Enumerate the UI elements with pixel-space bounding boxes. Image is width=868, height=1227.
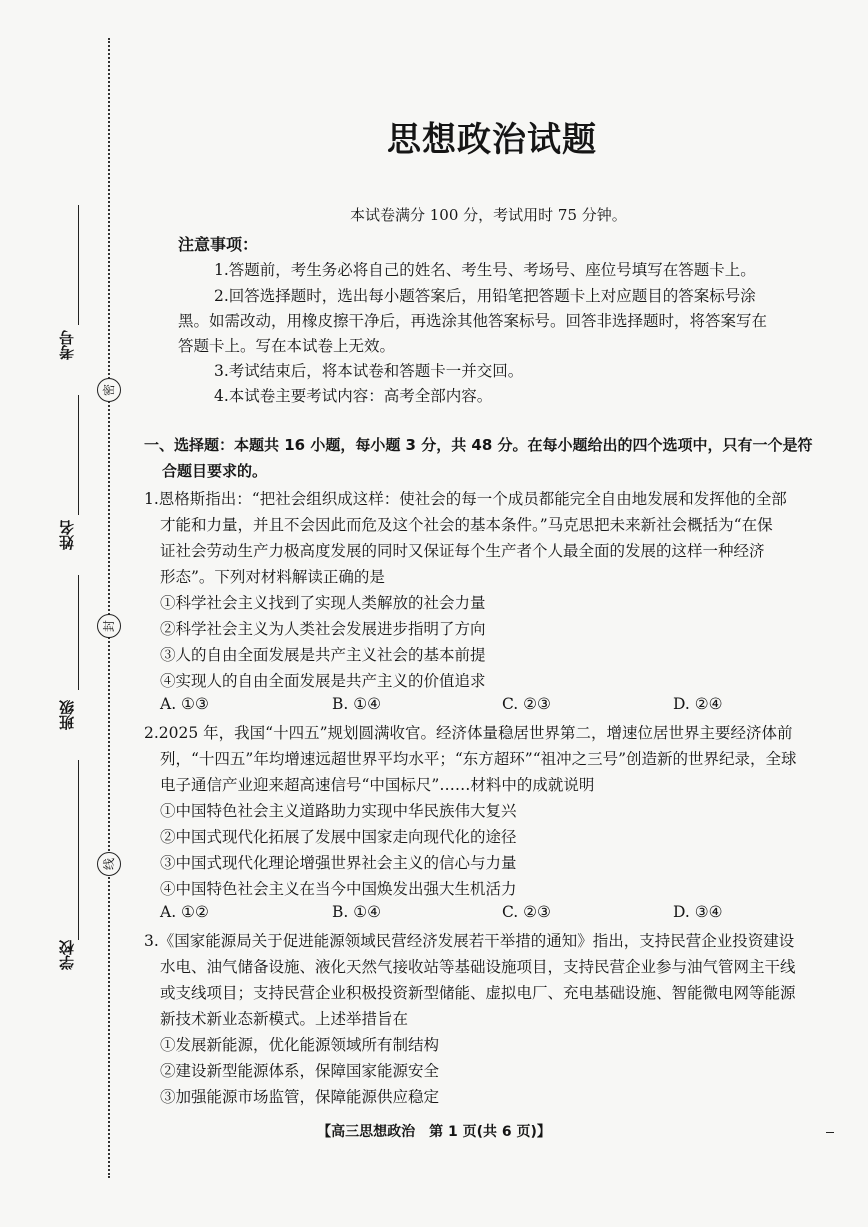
seal-xian: 线 — [97, 852, 121, 876]
question-stem: 3.《国家能源局关于促进能源领域民营经济发展若干举措的通知》指出，支持民营企业投资建设 — [144, 932, 795, 950]
school-underline — [78, 760, 79, 940]
question-stem: 才能和力量，并且不会因此而危及这个社会的基本条件。”马克思把未来新社会概括为“在保 — [160, 516, 773, 534]
class-underline — [78, 575, 79, 690]
option-b: B. ①④ — [332, 903, 382, 921]
section-heading-cont: 合题目要求的。 — [162, 462, 268, 480]
question-item: ③加强能源市场监管，保障能源供应稳定 — [160, 1088, 440, 1106]
question-item: ①科学社会主义找到了实现人类解放的社会力量 — [160, 594, 486, 612]
note-line: 3.考试结束后，将本试卷和答题卡一并交回。 — [214, 362, 524, 380]
question-item: ②科学社会主义为人类社会发展进步指明了方向 — [160, 620, 486, 638]
note-line: 2.回答选择题时，选出每小题答案后，用铅笔把答题卡上对应题目的答案标号涂 — [214, 287, 756, 305]
question-stem: 2.2025 年，我国“十四五”规划圆满收官。经济体量稳居世界第二，增速位居世界主要经济体前 — [144, 724, 793, 742]
question-item: ①发展新能源，优化能源领域所有制结构 — [160, 1036, 440, 1054]
note-line: 黑。如需改动，用橡皮擦干净后，再选涂其他答案标号。回答非选择题时，将答案写在 — [178, 312, 768, 330]
page-footer: 【高三思想政治 第 1 页(共 6 页)】 — [317, 1124, 551, 1140]
question-item: ④中国特色社会主义在当今中国焕发出强大生机活力 — [160, 880, 517, 898]
option-d: D. ③④ — [673, 903, 723, 921]
question-item: ④实现人的自由全面发展是共产主义的价值追求 — [160, 672, 486, 690]
question-stem: 新技术新业态新模式。上述举措旨在 — [160, 1010, 409, 1028]
question-stem: 证社会劳动生产力极高度发展的同时又保证每个生产者个人最全面的发展的这样一种经济 — [160, 542, 765, 560]
examno-underline — [78, 205, 79, 325]
option-c: C. ②③ — [502, 695, 551, 713]
option-b: B. ①④ — [332, 695, 382, 713]
question-stem: 列，“十四五”年均增速远超世界平均水平；“东方超环”“祖冲之三号”创造新的世界纪录，全球 — [160, 750, 797, 768]
question-item: ①中国特色社会主义道路助力实现中华民族伟大复兴 — [160, 802, 517, 820]
question-item: ②建设新型能源体系，保障国家能源安全 — [160, 1062, 440, 1080]
question-stem: 形态”。下列对材料解读正确的是 — [160, 568, 385, 586]
label-name: 姓名 — [58, 520, 76, 550]
notes-heading: 注意事项： — [178, 235, 259, 254]
note-line: 答题卡上。写在本试卷上无效。 — [178, 337, 396, 355]
question-stem: 水电、油气储备设施、液化天然气接收站等基础设施项目，支持民营企业参与油气管网主干线 — [160, 958, 796, 976]
label-school: 学校 — [58, 940, 76, 970]
exam-info: 本试卷满分 100 分，考试用时 75 分钟。 — [350, 206, 627, 224]
option-a: A. ①③ — [160, 695, 209, 713]
question-item: ②中国式现代化拓展了发展中国家走向现代化的途径 — [160, 828, 517, 846]
section-heading: 一、选择题：本题共 16 小题，每小题 3 分，共 48 分。在每小题给出的四个选项中，只有一个是符 — [144, 436, 813, 454]
page-title: 思想政治试题 — [387, 120, 597, 160]
label-class: 班级 — [58, 700, 76, 730]
question-stem: 1.恩格斯指出：“把社会组织成这样：使社会的每一个成员都能完全自由地发展和发挥他的全部 — [144, 490, 787, 508]
question-item: ③人的自由全面发展是共产主义社会的基本前提 — [160, 646, 486, 664]
corner-mark — [826, 1132, 834, 1133]
binding-dotted-line — [108, 38, 110, 1178]
option-c: C. ②③ — [502, 903, 551, 921]
label-exam-number: 考号 — [58, 330, 76, 360]
note-line: 4.本试卷主要考试内容：高考全部内容。 — [214, 387, 493, 405]
option-d: D. ②④ — [673, 695, 723, 713]
seal-feng: 封 — [97, 614, 121, 638]
question-item: ③中国式现代化理论增强世界社会主义的信心与力量 — [160, 854, 517, 872]
seal-mi: 密 — [97, 378, 121, 402]
name-underline — [78, 395, 79, 515]
note-line: 1.答题前，考生务必将自己的姓名、考生号、考场号、座位号填写在答题卡上。 — [214, 261, 756, 279]
question-stem: 或支线项目；支持民营企业积极投资新型储能、虚拟电厂、充电基础设施、智能微电网等能源 — [160, 984, 796, 1002]
question-stem: 电子通信产业迎来超高速信号“中国标尺”……材料中的成就说明 — [160, 776, 595, 794]
option-a: A. ①② — [160, 903, 209, 921]
